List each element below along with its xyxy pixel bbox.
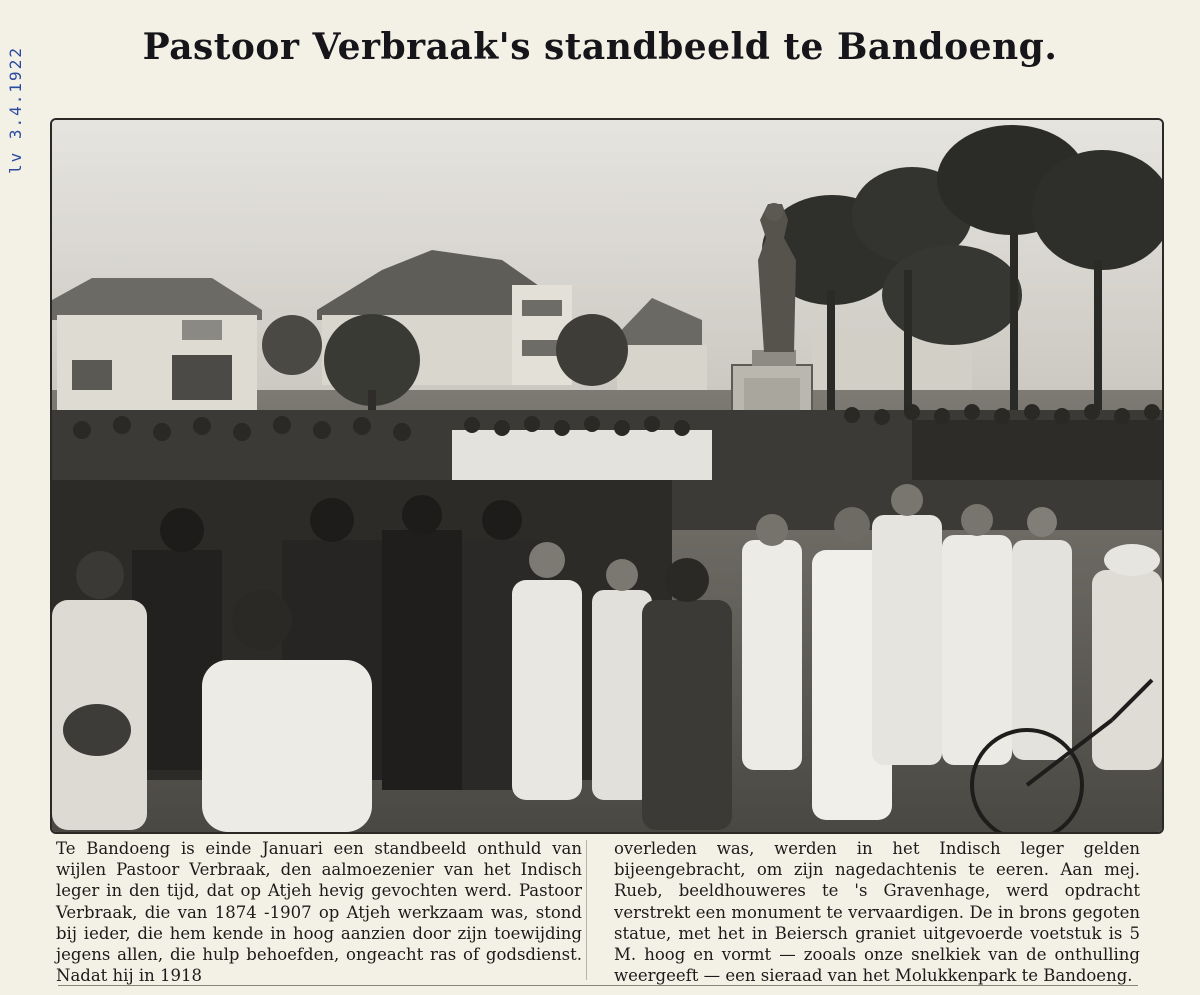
caption-column-left [56, 838, 582, 986]
handwritten-date-note: lv 3.4.1922 [6, 46, 25, 174]
photograph [50, 118, 1164, 834]
caption-text-left: Te Bandoeng is einde Januari een standbeeld onthuld van wijlen Pastoor Verbraak, den aalmoezenier van het Indisch leger in den tijd, dat op Atjeh hevig gevochten werd. Pastoor Verbraak, die van 1874 -1907 op Atjeh werkzaam was, stond bij ieder, die hem kende in hoog aanzien door zijn toewijding jegens allen, die hulp behoefden, ongeacht ras of godsdienst. Nadat hij in 1918 [56, 839, 582, 986]
caption-column-right [614, 838, 1140, 986]
page-title: Pastoor Verbraak's standbeeld te Bandoeng. [142, 26, 1058, 68]
column-divider [586, 840, 587, 980]
photo-illustration [52, 120, 1162, 832]
bottom-rule [58, 985, 1138, 986]
caption-text-right: overleden was, werden in het Indisch leger gelden bijeengebracht, om zijn nagedachtenis te eeren. Aan mej. Rueb, beeldhouweres te 's Gravenhage, werd opdracht verstrekt een monument te vervaardigen. De in brons gegoten statue, met het in Beiersch graniet uitgevoerde voetstuk is 5 M. hoog en vormt — zooals onze snelkiek van de onthulling weergeeft — een sieraad van het Molukkenpark te Bandoeng. [614, 839, 1140, 986]
